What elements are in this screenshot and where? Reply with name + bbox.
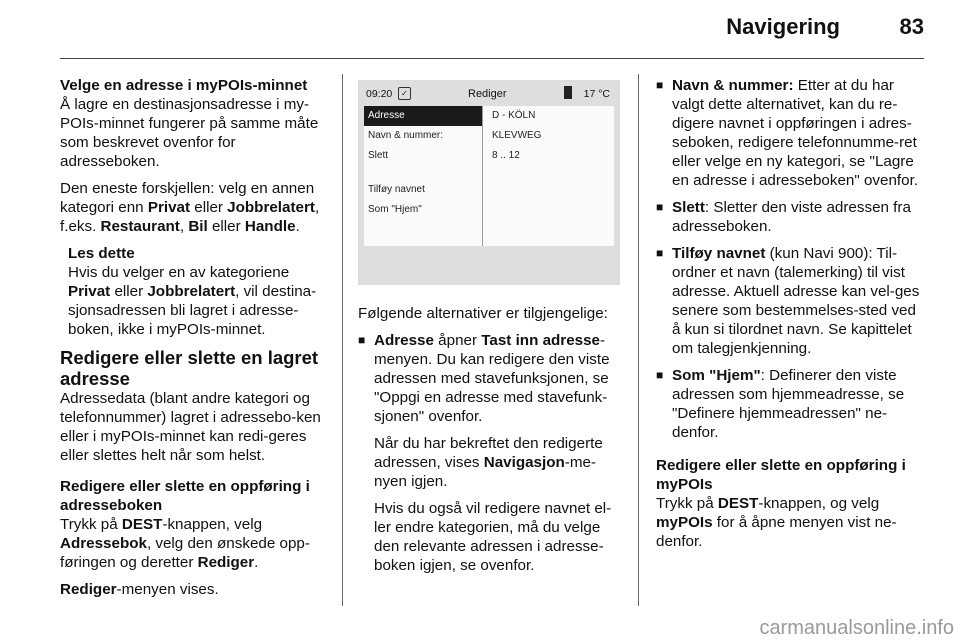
right-column bbox=[656, 76, 924, 559]
screen-temperature: 17 °C bbox=[583, 88, 610, 100]
page-number: 83 bbox=[899, 14, 924, 39]
screen-menu-item: Slett bbox=[368, 150, 389, 161]
list-item: ■ Navn & nummer: Etter at du har valgt dette alternativet, kan du re-digere navnet i oppføringen i adres-seboken, redigere telefonnumme-ret eller velge en ny kategori, se "Lagre en adresse i adresseboken" ovenfor. bbox=[656, 76, 924, 190]
subheading-mypois: Redigere eller slette en oppføring i myPOIs bbox=[656, 457, 906, 493]
note-title: Les dette bbox=[68, 245, 135, 262]
screen-address-values bbox=[488, 106, 612, 166]
note-box: Les dette Hvis du velger en av kategoriene Privat eller Jobbrelatert, vil destina-sjonsadressen bli lagret i adresse-boken, ikke i myPOIs-minnet. bbox=[68, 245, 317, 338]
screen-time: 09:20 bbox=[366, 88, 393, 100]
paragraph: Å lagre en destinasjonsadresse i my-POIs-minnet fungerer på samme måte som beskrevet ovenfor for adresseboken. bbox=[60, 96, 319, 170]
screen-menu bbox=[364, 106, 483, 246]
paragraph: Den eneste forskjellen: velg en annen kategori enn Privat eller Jobbrelatert, f.eks. Restaurant, Bil eller Handle. bbox=[60, 180, 320, 235]
subheading-addressbook: Redigere eller slette en oppføring i adresseboken bbox=[60, 478, 310, 514]
screen-menu-item: Navn & nummer: bbox=[368, 130, 444, 141]
list-item: ■ Adresse åpner Tast inn adresse-menyen. Du kan redigere den viste adressen med stavefunksjonen, se "Oppgi en adresse med stavefunk-sjonen" ovenfor. Når du har bekreftet den redigerte adressen, vises Navigasjon-me-nyen igjen. Hvis du også vil redigere navnet el-ler endre kategorien, må du velge den relevante adressen i adresse-boken igjen, se ovenfor. bbox=[358, 331, 624, 575]
section-heading-edit: Redigere eller slette en lagret adresse bbox=[60, 347, 319, 389]
page-title: Navigering bbox=[726, 14, 840, 39]
middle-column bbox=[358, 304, 624, 583]
thermometer-icon bbox=[564, 86, 572, 99]
paragraph: Trykk på DEST-knappen, og velg myPOIs for å åpne menyen vist ne-denfor. bbox=[656, 495, 897, 550]
screen-content bbox=[364, 106, 614, 246]
paragraph: Trykk på DEST-knappen, velg Adressebok, velg den ønskede opp-føringen og deretter Rediger. bbox=[60, 516, 310, 571]
screen-menu-item: Tilføy navnet bbox=[368, 184, 425, 195]
paragraph: Adressedata (blant andre kategori og telefonnummer) lagret i adressebo-ken eller i myPOIs-minnet kan redi-geres eller slettes helt når som helst. bbox=[60, 390, 321, 464]
screen-title: Rediger bbox=[468, 88, 507, 100]
page-header bbox=[0, 0, 960, 60]
screen-illustration bbox=[358, 80, 620, 285]
left-column bbox=[60, 76, 328, 607]
paragraph: Følgende alternativer er tilgjengelige: bbox=[358, 305, 608, 322]
watermark: carmanualsonline.info bbox=[759, 617, 954, 639]
screen-value: 8 .. 12 bbox=[492, 150, 520, 161]
list-item: ■ Som "Hjem": Definerer den viste adressen som hjemmeadresse, se "Definere hjemmeadressen" ne-denfor. bbox=[656, 366, 924, 442]
column-divider-2 bbox=[638, 74, 639, 606]
header-rule bbox=[60, 58, 924, 59]
screen-menu-item: Adresse bbox=[364, 106, 482, 126]
screen-status-bar bbox=[364, 84, 614, 104]
screen-value: D - KÖLN bbox=[492, 110, 536, 121]
paragraph: Rediger-menyen vises. bbox=[60, 581, 219, 598]
screen-menu-item: Som "Hjem" bbox=[368, 204, 422, 215]
section-heading-select: Velge en adresse i myPOIs-minnet bbox=[60, 77, 308, 94]
list-item: ■ Tilføy navnet (kun Navi 900): Til-ordner et navn (talemerking) til vist adresse. Aktuell adresse kan vel-ges senere som bestemmelses-sted ved å kun si tilordnet navn. Se kapittelet om talegjenkjenning. bbox=[656, 244, 924, 358]
clock-icon: ✓ bbox=[398, 87, 411, 100]
screen-value: KLEVWEG bbox=[492, 130, 542, 141]
list-item: ■ Slett: Sletter den viste adressen fra adresseboken. bbox=[656, 198, 924, 236]
column-divider-1 bbox=[342, 74, 343, 606]
